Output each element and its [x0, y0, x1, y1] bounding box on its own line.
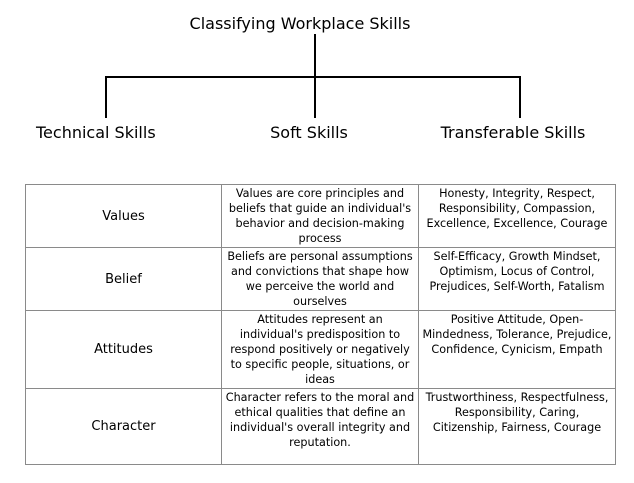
row-label: Values — [26, 185, 222, 248]
diagram-title: Classifying Workplace Skills — [189, 14, 411, 33]
table-row — [26, 248, 616, 311]
row-examples: Honesty, Integrity, Respect, Responsibility, Compassion, Excellence, Excellence, Courage — [419, 185, 616, 248]
row-examples: Positive Attitude, Open-Mindedness, Tolerance, Prejudice, Confidence, Cynicism, Empath — [419, 311, 616, 389]
branch-soft-skills: Soft Skills — [270, 123, 348, 142]
row-definition: Attitudes represent an individual's predisposition to respond positively or negatively to specific people, situations, or ideas — [222, 311, 419, 389]
skills-table — [25, 184, 616, 465]
branch-technical-skills: Technical Skills — [36, 123, 156, 142]
row-definition: Values are core principles and beliefs that guide an individual's behavior and decision-making process — [222, 185, 419, 248]
table-row — [26, 311, 616, 389]
row-examples: Self-Efficacy, Growth Mindset, Optimism, Locus of Control, Prejudices, Self-Worth, Fatalism — [419, 248, 616, 311]
row-definition: Character refers to the moral and ethical qualities that define an individual's overall integrity and reputation. — [222, 389, 419, 465]
row-label: Character — [26, 389, 222, 465]
table-row — [26, 389, 616, 465]
row-examples: Trustworthiness, Respectfulness, Responsibility, Caring, Citizenship, Fairness, Courage — [419, 389, 616, 465]
branch-transferable-skills: Transferable Skills — [440, 123, 586, 142]
row-label: Attitudes — [26, 311, 222, 389]
row-definition: Beliefs are personal assumptions and convictions that shape how we perceive the world and ourselves — [222, 248, 419, 311]
row-label: Belief — [26, 248, 222, 311]
table-row — [26, 185, 616, 248]
